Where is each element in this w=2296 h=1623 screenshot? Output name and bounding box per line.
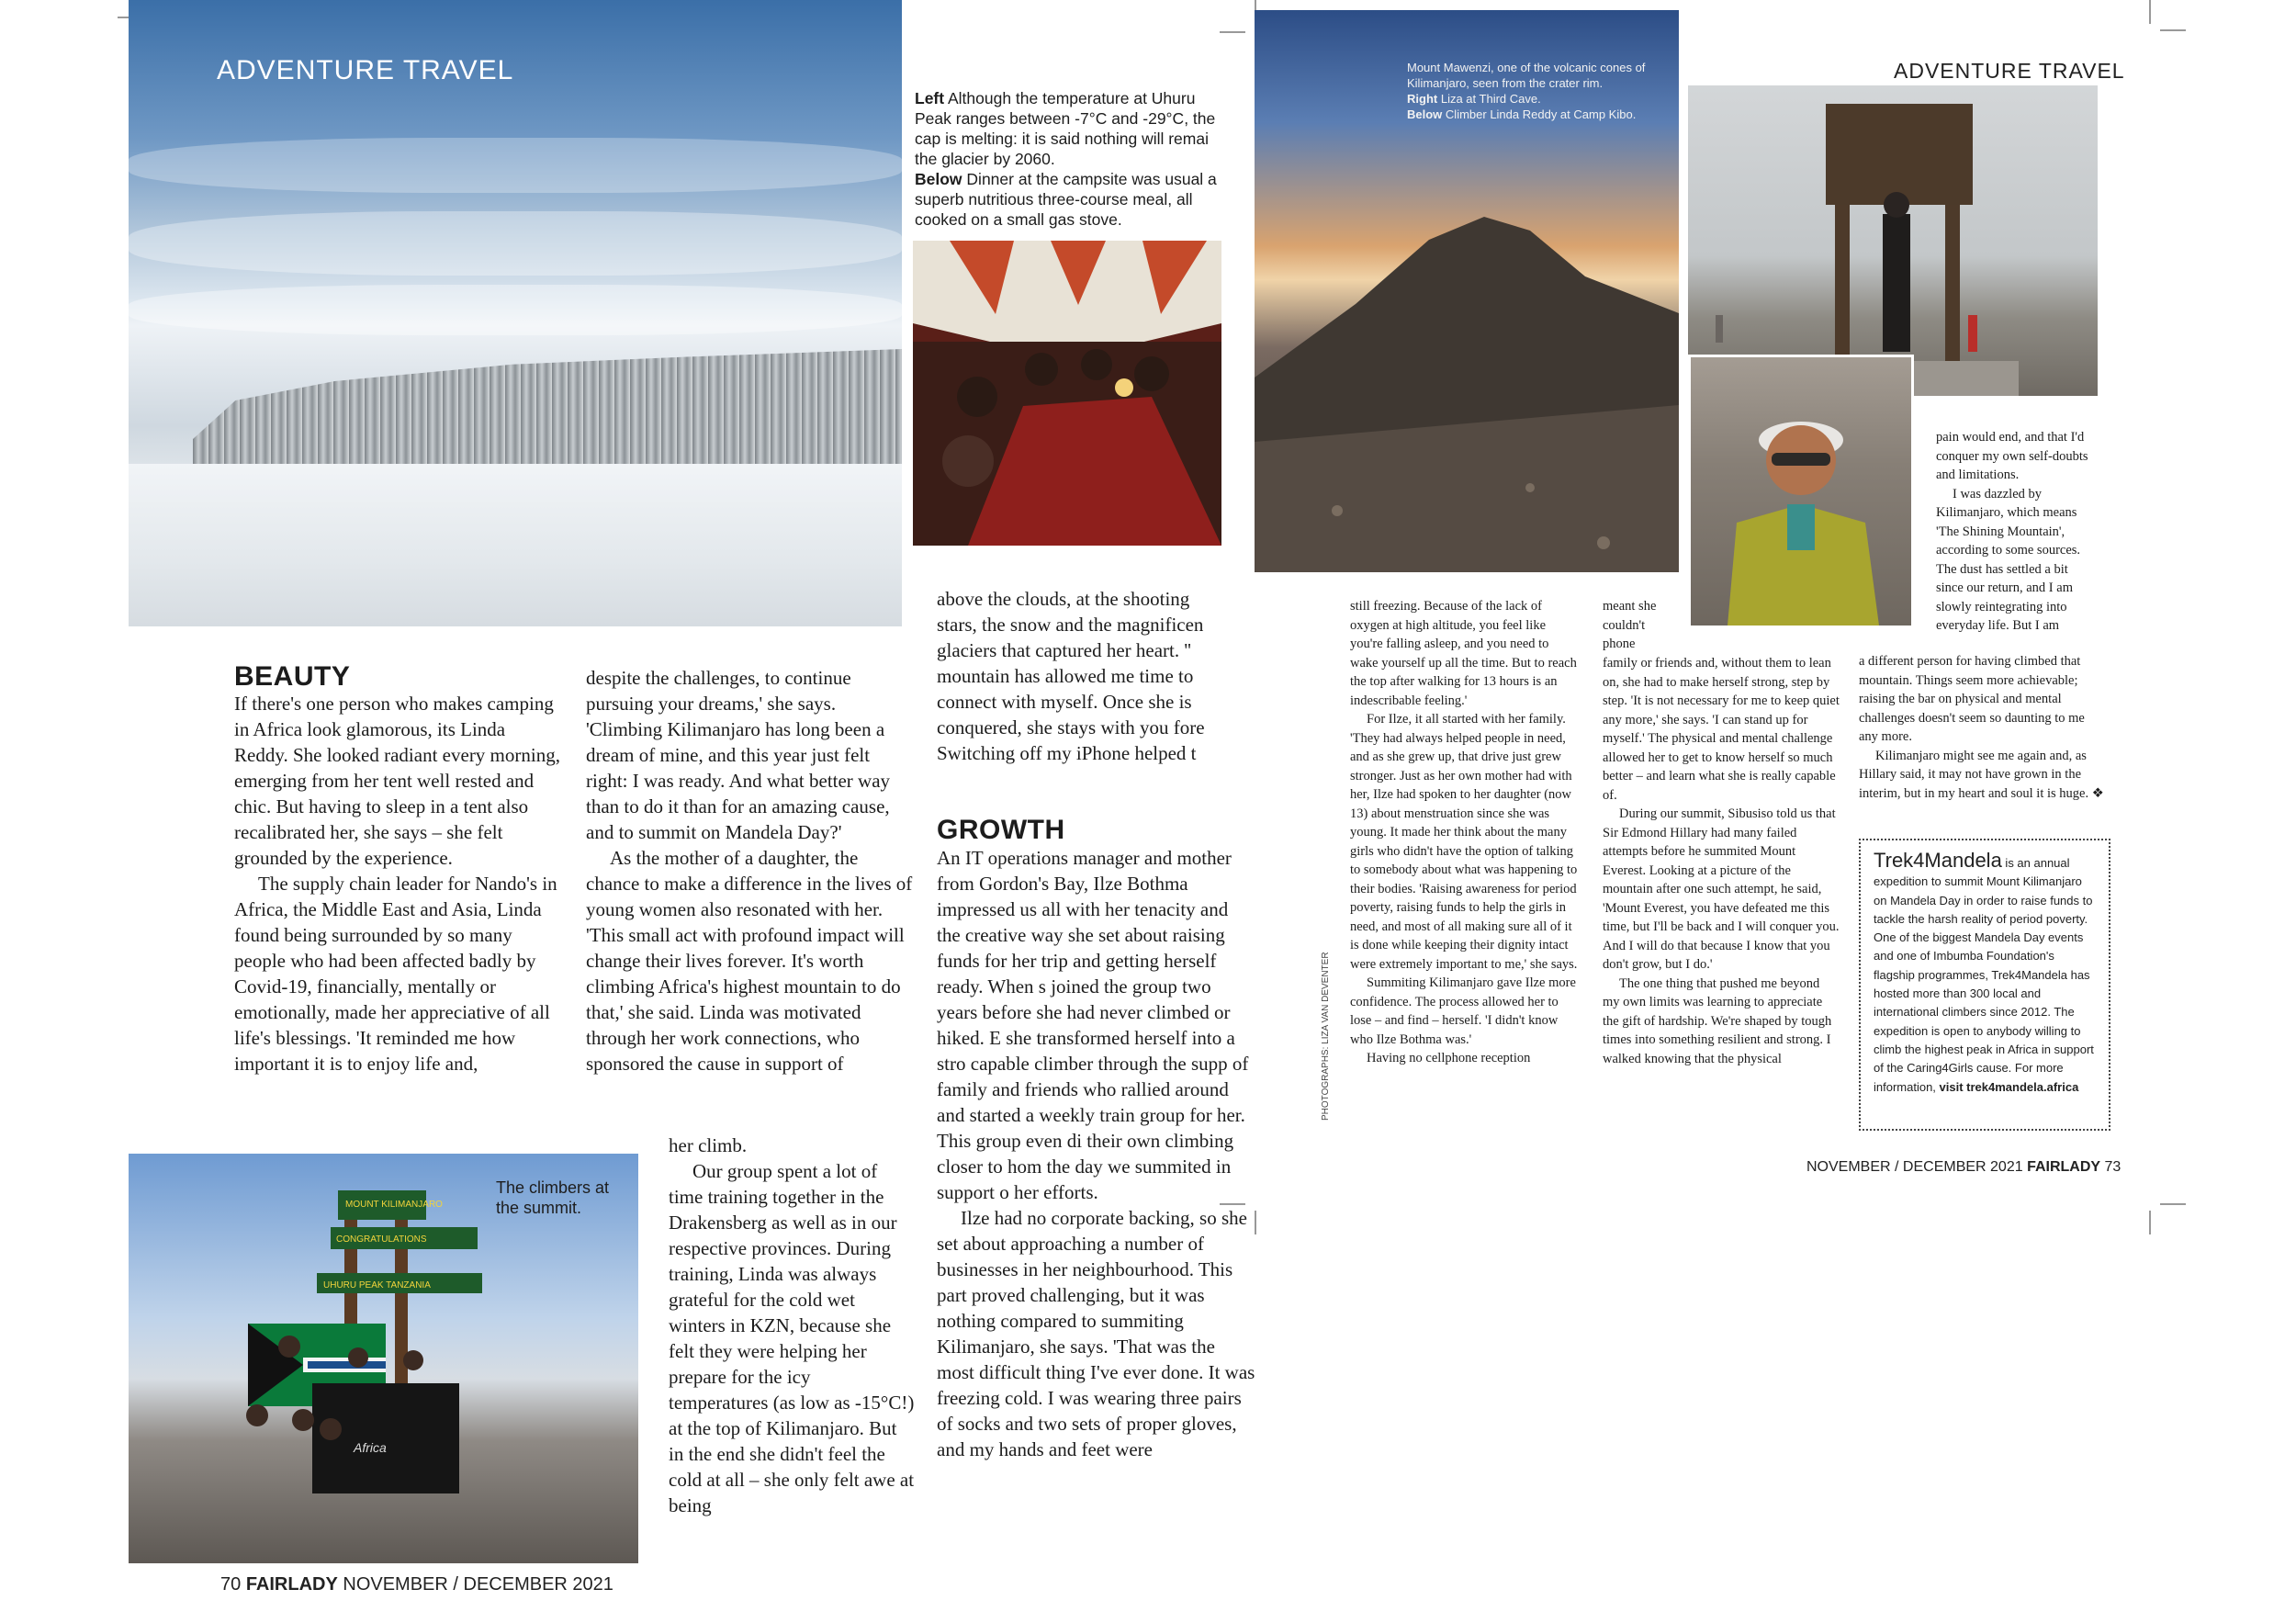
crop-mark	[2149, 1211, 2151, 1234]
trek4mandela-sidebar: Trek4Mandela is an annual expedition to summit Mount Kilimanjaro on Mandela Day in order to raise funds to tackle the harsh reality of period poverty. One of the biggest Mandela Day events and one of Imbumba Foundation's flagship programmes, Trek4Mandela has hosted more than 300 local and international climbers since 2012. The expedition is open to anybody willing to climb the highest peak in Africa in support of the Caring4Girls cause. For more information, visit trek4mandela.africa	[1859, 839, 2110, 1131]
folio-left: 70 FAIRLADY NOVEMBER / DECEMBER 2021	[220, 1574, 613, 1595]
photo-credit: PHOTOGRAPHS: LIZA VAN DEVENTER	[1321, 952, 1331, 1121]
article-column-2: despite the challenges, to continue pursuing your dreams,' she says. 'Climbing Kilimanjaro has long been a dream of mine, and this year just felt right: I was ready. And what better way than to do it than for an amazing cause, and to summit on Mandela Day?' As the mother of a daughter, the chance to make a difference in the lives of young women also resonated with her. 'This small act with profound impact will change their lives forever. It's worth climbing Africa's highest mountain to do that,' she said. Linda was motivated through her work connections, who sponsored the cause in support of	[586, 667, 913, 1075]
uhuru-summit-sign-photo	[1688, 85, 2098, 396]
crop-mark	[2160, 1203, 2186, 1205]
sign-text: MOUNT KILIMANJARO	[345, 1200, 443, 1210]
linda-camp-kibo-photo	[1688, 355, 1914, 628]
article-column-right-2: family or friends and, without them to lean on, she had to make herself strong, step by step. 'It is not necessary for me to keep quiet any more,' she says. 'I can stand up for myself.' The physical and mental challenge allowed her to get to know herself so much better – and learn what she is really capable of. During our summit, Sibusiso told us that Sir Edmond Hillary had many failed attempts before he summited Mount Everest. Looking at a picture of the mountain after one such attempt, he said, 'Mount Everest, you have defeated me this time, but I'll be back and I will conquer you. And I will do that because I know that you don't grow, but I do.' The one thing that pushed me beyond my own limits was learning to appreciate the gift of hardship. We're shaped by tough times into something resilient and strong. I walked knowing that the physical	[1603, 656, 1840, 1066]
crop-mark	[2149, 0, 2151, 24]
sign-text: UHURU PEAK TANZANIA	[323, 1280, 431, 1291]
section-heading-beauty: BEAUTY	[234, 661, 351, 692]
section-kicker: ADVENTURE TRAVEL	[1894, 59, 2125, 83]
photo-caption: Left Although the temperature at Uhuru Peak ranges between -7°C and -29°C, the cap is melting: it is said nothing will remai the glacier by 2060. Below Dinner at the campsite was usual a superb nutritious three-course meal, all cooked on a small gas stove.	[915, 89, 1217, 229]
sidebar-link[interactable]: visit trek4mandela.africa	[1939, 1079, 2079, 1094]
article-column-3-top: above the clouds, at the shooting stars, the snow and the magnificen glaciers that captured her heart. '' mountain has allowed me time to connect with myself. Once she is conquered, she stays with you fore Switching off my iPhone helped t	[937, 588, 1205, 764]
crop-mark	[1220, 31, 1245, 33]
crop-mark	[2160, 29, 2186, 31]
photo-caption-right: Mount Mawenzi, one of the volcanic cones of Kilimanjaro, seen from the crater rim. Right Liza at Third Cave. Below Climber Linda Reddy at Camp Kibo.	[1407, 61, 1646, 121]
flag-text: Africa	[354, 1440, 387, 1455]
article-column-right-3-narrow: pain would end, and that I'd conquer my own self-doubts and limitations. I was dazzled by Kilimanjaro, which means 'The Shining Mountain', according to some sources. The dust has settled a bit since our return, and I am slowly reintegrating into everyday life. But I am	[1936, 430, 2088, 633]
section-heading-growth: GROWTH	[937, 815, 1065, 845]
section-kicker: ADVENTURE TRAVEL	[217, 55, 514, 85]
glacier-hero-photo	[129, 0, 902, 626]
article-column-1: If there's one person who makes camping in Africa look glamorous, its Linda Reddy. She looked radiant every morning, emerging from her tent well rested and chic. But having to sleep in a tent also recalibrated her, she says – she felt grounded by the experience. The supply chain leader for Nando's in Africa, the Middle East and Asia, Linda found being surrounded by so many people who had been affected badly by Covid-19, financially, mentally or emotionally, made her appreciative of all life's blessings. 'It reminded me how important it is to enjoy life and,	[234, 693, 560, 1075]
article-column-2-continued: her climb. Our group spent a lot of time training together in the Drakensberg as well as in our respective provinces. During training, Linda was always grateful for the cold wet winters in KZN, because she felt they were helping her prepare for the icy temperatures (as low as -15°C!) at the top of Kilimanjaro. But in the end she didn't feel the cold at all – she only felt awe at being	[669, 1134, 915, 1516]
folio-right: NOVEMBER / DECEMBER 2021 FAIRLADY 73	[1806, 1159, 2122, 1175]
campsite-dinner-photo	[913, 241, 1221, 546]
sign-text: CONGRATULATIONS	[336, 1234, 427, 1245]
article-column-right-1: still freezing. Because of the lack of oxygen at high altitude, you feel like you're falling asleep, and you need to wake yourself up all the time. But to reach the top after walking for 13 hours is an indescribable feeling.' For Ilze, it all started with her family. 'They had always helped people in need, and as she grew up, that drive just grew stronger. Just as her own mother had with her, Ilze had spoken to her daughter (now 13) about menstruation since she was young. It made her think about the many girls who didn't have the option of talking to somebody about what was happening to their bodies. 'Raising awareness for period poverty, raising funds to help the girls in need, and most of all making sure all of it is done while keeping their dignity intact were extremely important to me,' she says. Summiting Kilimanjaro gave Ilze more confidence. The process allowed her to lose – and find – herself. 'I didn't know who Ilze Bothma was.' Having no cellphone reception	[1350, 599, 1578, 1065]
article-column-right-2-top: meant she couldn't phone	[1603, 599, 1657, 651]
article-column-right-3: a different person for having climbed that mountain. Things seem more achievable; raising the bar on physical and mental challenges doesn't seem so daunting to me any more. Kilimanjaro might see me again and, as Hillary said, it may not have grown in the interim, but in my heart and soul it is huge. ❖	[1859, 654, 2104, 801]
summit-photo-caption: The climbers at the summit.	[496, 1178, 610, 1217]
sidebar-title: Trek4Mandela	[1874, 849, 2002, 872]
article-column-3: An IT operations manager and mother from Gordon's Bay, Ilze Bothma impressed us all with her tenacity and the creative way she set about raising funds for her trip and getting herself ready. When s joined the group two years before she had never climbed or hiked. E she transformed herself into a stro capable climber through the supp of family and friends who rallied around and started a weekly train group for her. This group even di their own climbing closer to hom the day we summited in support o her efforts. Ilze had no corporate backing, so she set about approaching a number of businesses in her neighbourhood. This part proved challenging, but it was nothing compared to summiting Kilimanjaro, she says. 'That was the most difficult thing I've ever done. It was freezing cold. I was wearing three pairs of socks and two sets of proper gloves, and my hands and feet were	[937, 847, 1255, 1460]
